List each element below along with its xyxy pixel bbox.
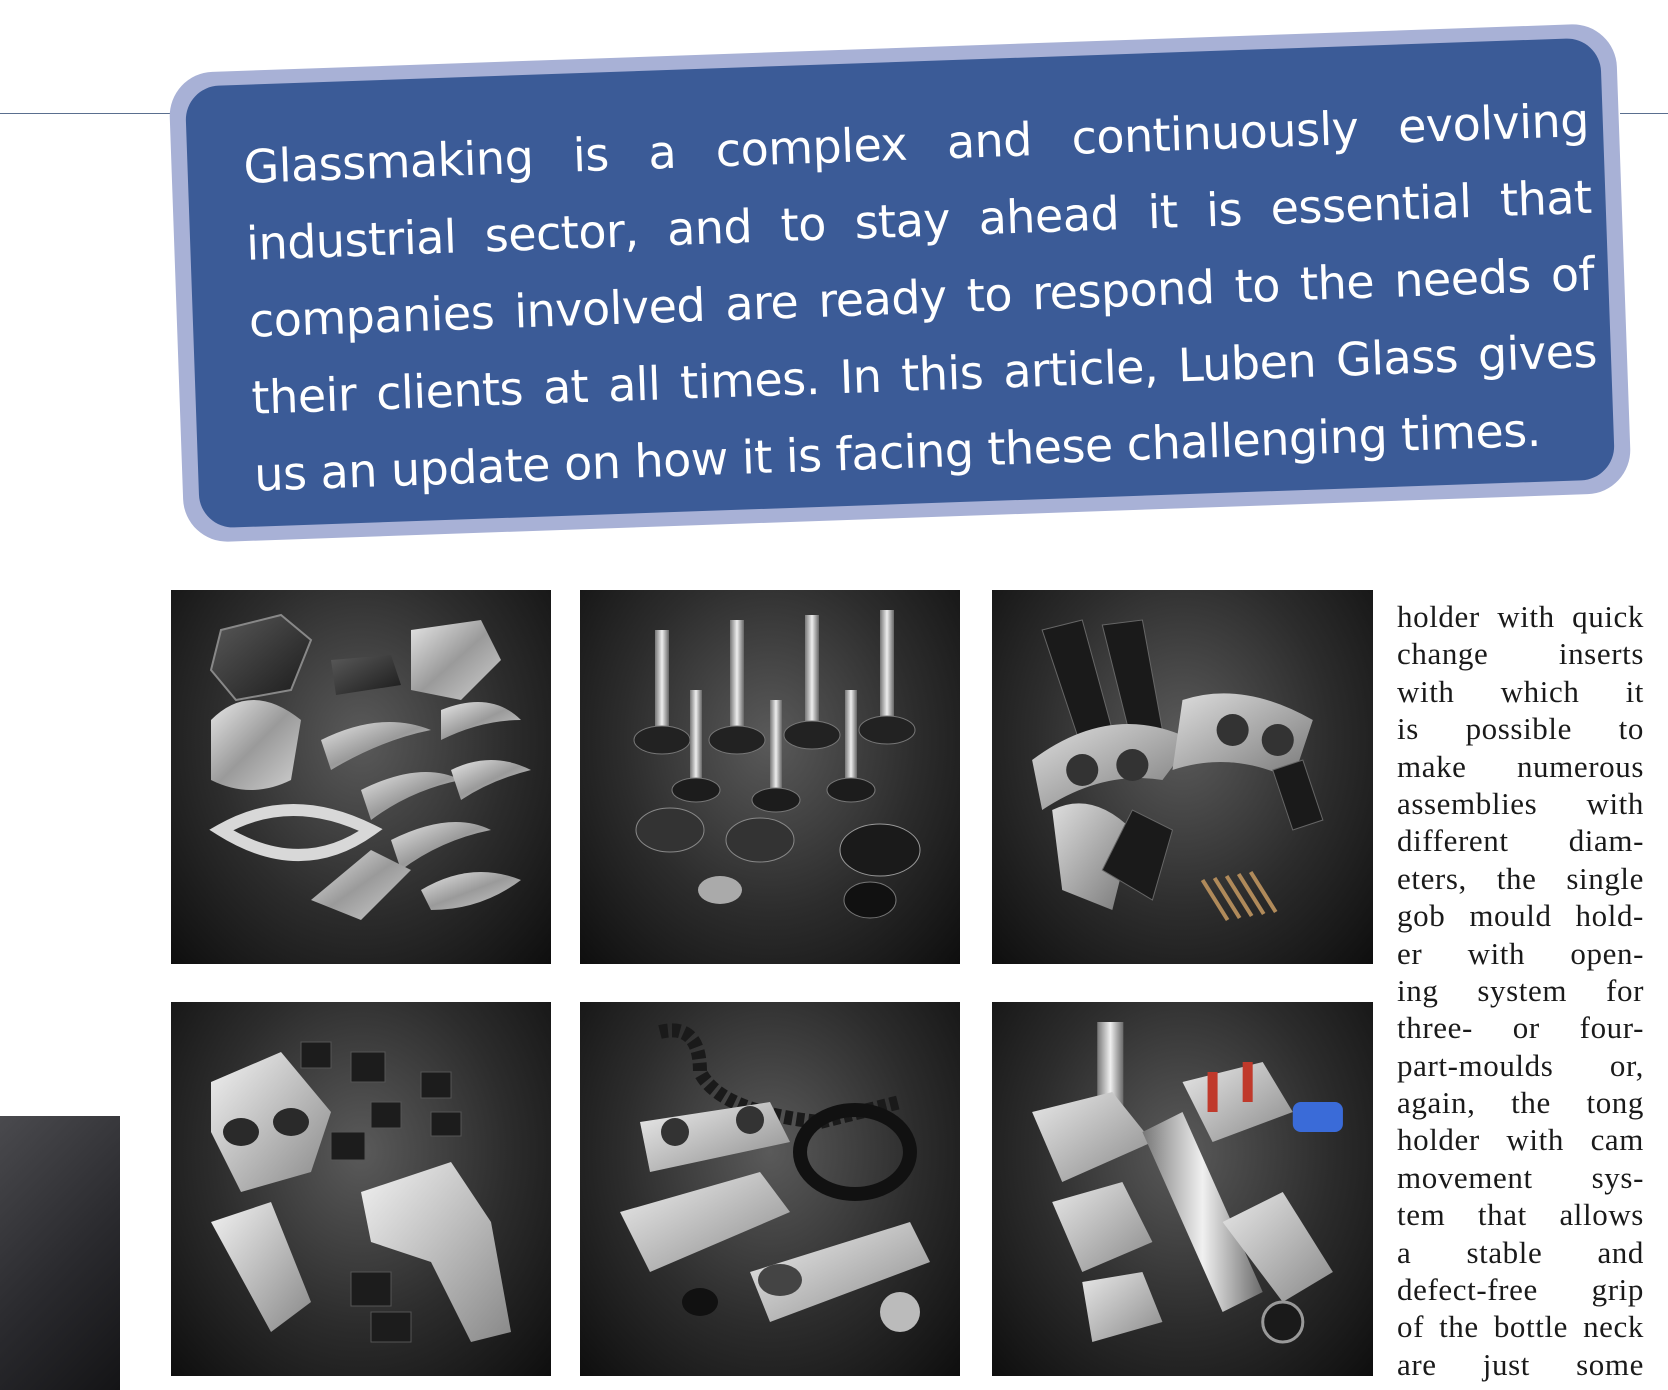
product-photo-mechanisms bbox=[992, 1002, 1373, 1376]
body-text-word: holder bbox=[1397, 1122, 1480, 1158]
body-text-word: with bbox=[1467, 935, 1526, 971]
body-text-word: the bbox=[1496, 860, 1537, 896]
body-text-line bbox=[1397, 972, 1644, 1009]
body-text-line bbox=[1397, 1121, 1644, 1158]
body-text-word: tem bbox=[1397, 1197, 1446, 1233]
body-text-word: the bbox=[1511, 1085, 1551, 1121]
body-text-word: defect-free bbox=[1397, 1272, 1538, 1308]
body-text-line bbox=[1397, 1047, 1644, 1084]
body-text-word: with bbox=[1497, 599, 1555, 634]
body-text-word: open- bbox=[1570, 935, 1644, 971]
body-text-word: that bbox=[1477, 1197, 1527, 1233]
body-text-word: possible bbox=[1465, 711, 1572, 747]
body-text-word: a bbox=[1397, 1234, 1412, 1270]
body-text-word: ing bbox=[1397, 972, 1439, 1008]
callout-text: Glassmaking is a complex and continuously evolving industrial sector, and to stay ahead it is essential that companies involved are ready to respond to the needs of their clients at all times. In this article, Luben Glass gives us an update on how it is facing these challenging times. bbox=[242, 92, 1598, 502]
body-text-word: mould bbox=[1469, 898, 1552, 934]
body-text-word: four- bbox=[1579, 1010, 1644, 1046]
product-photo-mould-parts bbox=[171, 590, 551, 964]
body-text-word: with bbox=[1506, 1122, 1564, 1158]
product-photo-gear-parts bbox=[580, 1002, 960, 1376]
body-text-word: three- bbox=[1397, 1010, 1473, 1046]
body-text-word: movement bbox=[1397, 1159, 1533, 1195]
body-text-line bbox=[1397, 635, 1644, 672]
body-text-word: part-moulds bbox=[1397, 1047, 1554, 1083]
body-text-line bbox=[1397, 748, 1644, 785]
header-rule-left bbox=[0, 113, 180, 114]
body-text-word: tong bbox=[1586, 1085, 1644, 1121]
body-text-line bbox=[1397, 935, 1644, 972]
body-text-word: again, bbox=[1397, 1085, 1476, 1121]
product-photo-holders bbox=[171, 1002, 551, 1376]
body-text-line bbox=[1397, 897, 1644, 934]
body-text-word: cam bbox=[1590, 1122, 1644, 1158]
body-text-word: gob bbox=[1397, 898, 1446, 934]
body-text-word: which bbox=[1500, 673, 1580, 709]
body-text-word: stable bbox=[1466, 1234, 1543, 1270]
body-text-line bbox=[1397, 1308, 1644, 1345]
body-text-word: numerous bbox=[1516, 748, 1644, 784]
body-text-line bbox=[1397, 1009, 1644, 1046]
body-text-word: or bbox=[1512, 1010, 1540, 1046]
body-text-word: grip bbox=[1591, 1272, 1644, 1308]
body-text-line bbox=[1397, 860, 1644, 897]
body-text-word: of bbox=[1397, 1309, 1425, 1345]
body-text-word: some bbox=[1576, 1346, 1644, 1382]
product-photo-plungers bbox=[580, 590, 960, 964]
body-text-word: sys- bbox=[1591, 1159, 1644, 1195]
body-text-word: assemblies bbox=[1397, 785, 1538, 821]
body-text-word: system bbox=[1477, 972, 1568, 1008]
decorative-dark-block bbox=[0, 1116, 120, 1390]
body-text-word: it bbox=[1625, 673, 1644, 709]
body-text-word: inserts bbox=[1558, 636, 1644, 672]
body-text-word: or, bbox=[1609, 1047, 1644, 1083]
body-text-word: diam- bbox=[1568, 823, 1644, 859]
body-text-word: make bbox=[1397, 748, 1467, 784]
body-text-column bbox=[1397, 598, 1644, 1383]
body-text-word: quick bbox=[1572, 599, 1644, 634]
body-text-line bbox=[1397, 1159, 1644, 1196]
body-text-word: and bbox=[1597, 1234, 1644, 1270]
body-text-word: holder bbox=[1397, 599, 1480, 634]
body-text-word: with bbox=[1586, 785, 1644, 821]
body-text-line bbox=[1397, 785, 1644, 822]
body-text-word: the bbox=[1439, 1309, 1479, 1345]
body-text-line bbox=[1397, 598, 1644, 635]
body-text-word: er bbox=[1397, 935, 1423, 971]
body-text-word: are bbox=[1397, 1346, 1437, 1382]
intro-callout bbox=[176, 18, 1646, 548]
body-text-line bbox=[1397, 1346, 1644, 1383]
body-text-word: different bbox=[1397, 823, 1509, 859]
body-text-line bbox=[1397, 1196, 1644, 1233]
body-text-line bbox=[1397, 1271, 1644, 1308]
body-text-line bbox=[1397, 822, 1644, 859]
body-text-word: to bbox=[1618, 711, 1644, 747]
body-text-word: bottle bbox=[1493, 1309, 1569, 1345]
callout-panel bbox=[185, 37, 1616, 528]
body-text-word: just bbox=[1482, 1346, 1530, 1382]
product-photo-tongs bbox=[992, 590, 1373, 964]
body-text-word: allows bbox=[1559, 1197, 1644, 1233]
body-text-line bbox=[1397, 710, 1644, 747]
body-text-word: is bbox=[1397, 711, 1419, 747]
body-text-word: single bbox=[1566, 860, 1644, 896]
body-text-line bbox=[1397, 673, 1644, 710]
body-text-word: neck bbox=[1583, 1309, 1644, 1345]
body-text-word: for bbox=[1606, 972, 1644, 1008]
body-text-word: eters, bbox=[1397, 860, 1467, 896]
body-text-line bbox=[1397, 1234, 1644, 1271]
body-text-word: hold- bbox=[1575, 898, 1644, 934]
body-text-line bbox=[1397, 1084, 1644, 1121]
body-text-word: change bbox=[1397, 636, 1489, 672]
body-text-word: with bbox=[1397, 673, 1455, 709]
